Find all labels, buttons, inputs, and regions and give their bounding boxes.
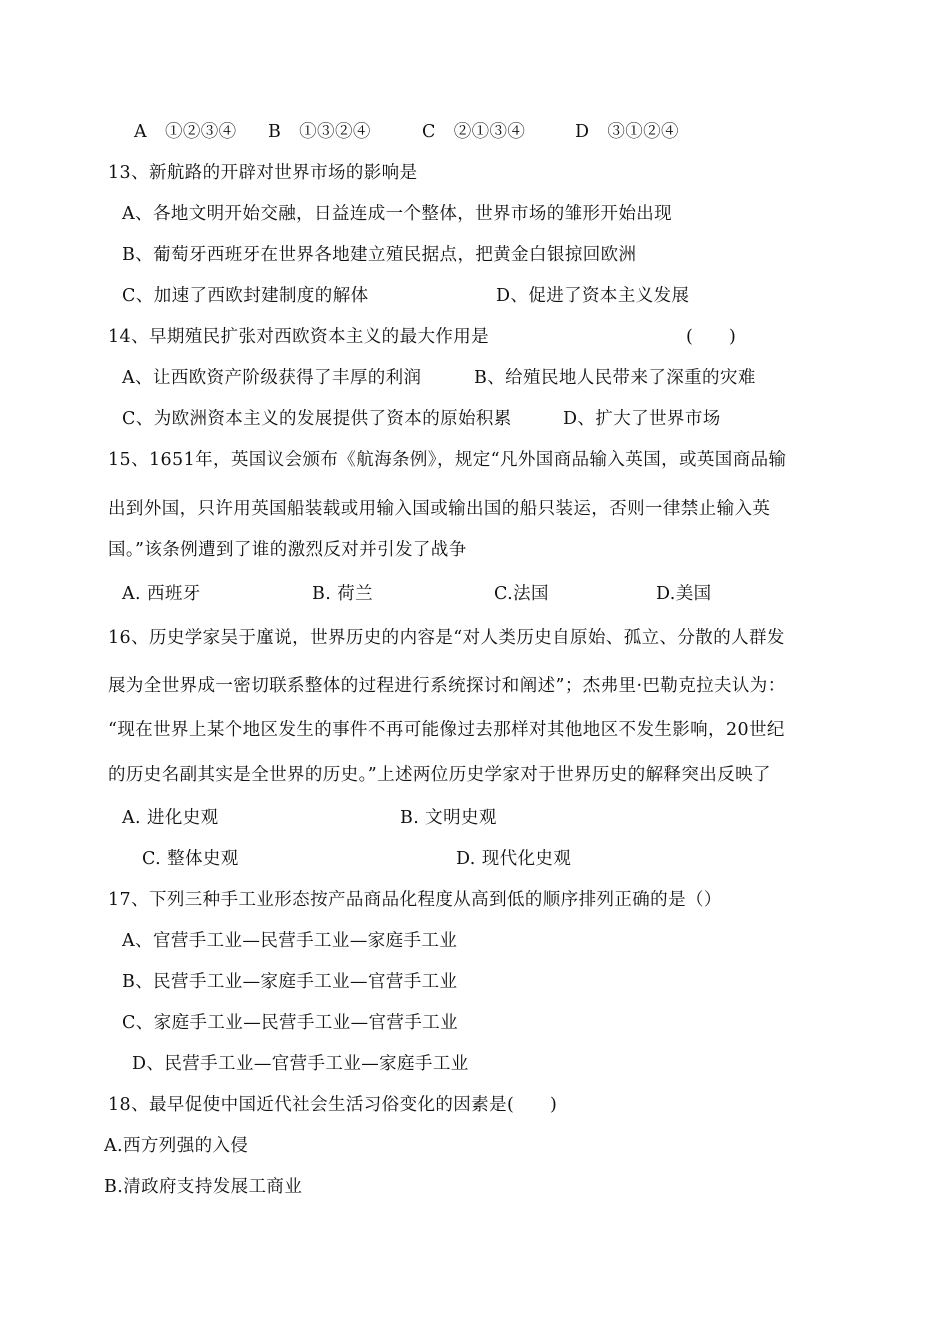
q18-option-a: A.西方列强的入侵 <box>104 1136 249 1156</box>
q13-option-a: A、各地文明开始交融，日益连成一个整体，世界市场的雏形开始出现 <box>122 204 673 224</box>
q15-line-1: 15、1651年，英国议会颁布《航海条例》，规定“凡外国商品输入英国，或英国商品输 <box>108 450 787 470</box>
q14-option-a: A、让西欧资产阶级获得了丰厚的利润 <box>122 368 422 388</box>
q15-option-d: D.美国 <box>656 584 712 604</box>
q13-stem: 13、新航路的开辟对世界市场的影响是 <box>108 163 418 183</box>
q18-option-b: B.清政府支持发展工商业 <box>104 1177 303 1197</box>
q12-option-d: D ③①②④ <box>575 122 679 142</box>
q17-option-d: D、民营手工业—官营手工业—家庭手工业 <box>132 1054 469 1074</box>
q17-option-b: B、民营手工业—家庭手工业—官营手工业 <box>122 972 458 992</box>
q17-option-a: A、官营手工业—民营手工业—家庭手工业 <box>122 931 458 951</box>
q13-option-d: D、促进了资本主义发展 <box>496 286 690 306</box>
q16-line-3: “现在世界上某个地区发生的事件不再可能像过去那样对其他地区不发生影响，20世纪 <box>108 720 785 740</box>
q12-option-b: B ①③②④ <box>268 122 371 142</box>
q16-option-c: C. 整体史观 <box>142 849 239 869</box>
q17-option-c: C、家庭手工业—民营手工业—官营手工业 <box>122 1013 458 1033</box>
q13-option-b: B、葡萄牙西班牙在世界各地建立殖民据点，把黄金白银掠回欧洲 <box>122 245 637 265</box>
q12-option-a: A ①②③④ <box>134 122 237 142</box>
q16-line-1: 16、历史学家吴于廑说，世界历史的内容是“对人类历史自原始、孤立、分散的人群发 <box>108 628 785 648</box>
q14-option-b: B、给殖民地人民带来了深重的灾难 <box>474 368 756 388</box>
q14-answer-paren: ( ) <box>686 327 737 347</box>
q17-stem: 17、下列三种手工业形态按产品商品化程度从高到低的顺序排列正确的是（） <box>108 890 722 910</box>
q18-stem: 18、最早促使中国近代社会生活习俗变化的因素是( ) <box>108 1095 558 1115</box>
q12-option-c: C ②①③④ <box>422 122 526 142</box>
q14-option-d: D、扩大了世界市场 <box>563 409 721 429</box>
q15-line-2: 出到外国，只许用英国船装载或用输入国或输出国的船只装运，否则一律禁止输入英 <box>108 499 771 519</box>
q16-line-4: 的历史名副其实是全世界的历史。”上述两位历史学家对于世界历史的解释突出反映了 <box>108 765 771 785</box>
q15-option-b: B. 荷兰 <box>312 584 373 604</box>
q15-option-a: A. 西班牙 <box>122 584 201 604</box>
q13-option-c: C、加速了西欧封建制度的解体 <box>122 286 369 306</box>
q16-option-a: A. 进化史观 <box>122 808 219 828</box>
q16-option-d: D. 现代化史观 <box>456 849 572 869</box>
q14-stem: 14、早期殖民扩张对西欧资本主义的最大作用是 <box>108 327 490 347</box>
q16-line-2: 展为全世界成一密切联系整体的过程进行系统探讨和阐述”；杰弗里·巴勒克拉夫认为： <box>108 676 786 696</box>
q16-option-b: B. 文明史观 <box>400 808 497 828</box>
q15-option-c: C.法国 <box>494 584 549 604</box>
q14-option-c: C、为欧洲资本主义的发展提供了资本的原始积累 <box>122 409 512 429</box>
q15-line-3: 国。”该条例遭到了谁的激烈反对并引发了战争 <box>108 540 467 560</box>
